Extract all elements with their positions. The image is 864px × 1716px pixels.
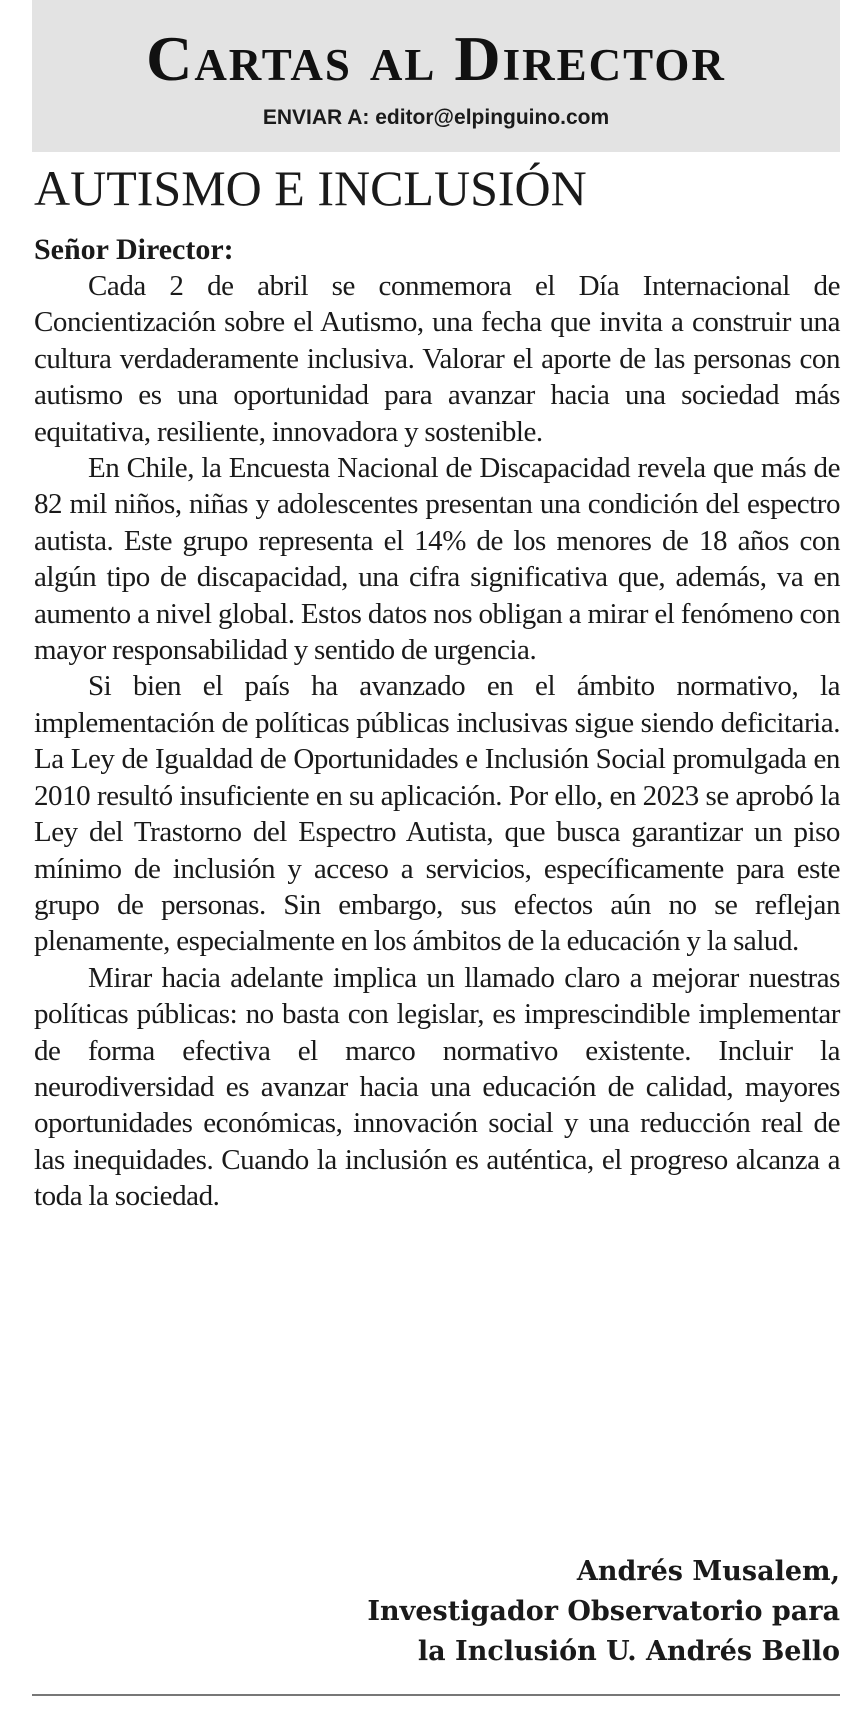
paragraph: En Chile, la Encuesta Nacional de Discapacidad revela que más de 82 mil niños, niñas y adolescentes presentan una condición del espectro autista. Este grupo representa el 14% de los menores de 18 años con algún tipo de discapacidad, una cifra significativa que, además, va en aumento a nivel global. Estos datos nos obligan a mirar el fenómeno con mayor responsabilidad y sentido de urgencia. (34, 452, 840, 667)
section-title: Cartas al Director (146, 23, 726, 94)
bottom-divider (32, 1694, 840, 1696)
paragraph: Si bien el país ha avanzado en el ámbito normativo, la implementación de políticas públicas inclusivas sigue siendo deficitaria. La Ley de Igualdad de Oportunidades e Inclusión Social promulgada en 2010 resultó insuficiente en su aplicación. Por ello, en 2023 se aprobó la Ley del Trastorno del Espectro Autista, que busca garantizar un piso mínimo de inclusión y acceso a servicios, específicamente para este grupo de personas. Sin embargo, sus efectos aún no se reflejan plenamente, especialmente en los ámbitos de la educación y la salud. (34, 670, 840, 958)
letter-body (34, 232, 840, 1215)
salutation: Señor Director: (34, 233, 234, 266)
signature-role: Investigador Observatorio para (367, 1596, 840, 1627)
signature-institution: la Inclusión U. Andrés Bello (417, 1636, 840, 1667)
signature-block (367, 1552, 840, 1672)
paragraph: Cada 2 de abril se conmemora el Día Internacional de Concientización sobre el Autismo, una fecha que invita a construir una cultura verdaderamente inclusiva. Valorar el aporte de las personas con autismo es una oportunidad para avanzar hacia una sociedad más equitativa, resiliente, innovadora y sostenible. (34, 270, 840, 448)
section-header (32, 0, 840, 152)
send-to-email: ENVIAR A: editor@elpinguino.com (262, 106, 610, 129)
article-headline: AUTISMO E INCLUSIÓN (34, 160, 587, 216)
signature-name: Andrés Musalem, (576, 1556, 840, 1587)
paragraph: Mirar hacia adelante implica un llamado claro a mejorar nuestras políticas públicas: no basta con legislar, es imprescindible implementar de forma efectiva el marco normativo existente. Incluir la neurodiversidad es avanzar hacia una educación de calidad, mayores oportunidades económicas, innovación social y una reducción real de las inequidades. Cuando la inclusión es auténtica, el progreso alcanza a toda la sociedad. (34, 961, 840, 1213)
